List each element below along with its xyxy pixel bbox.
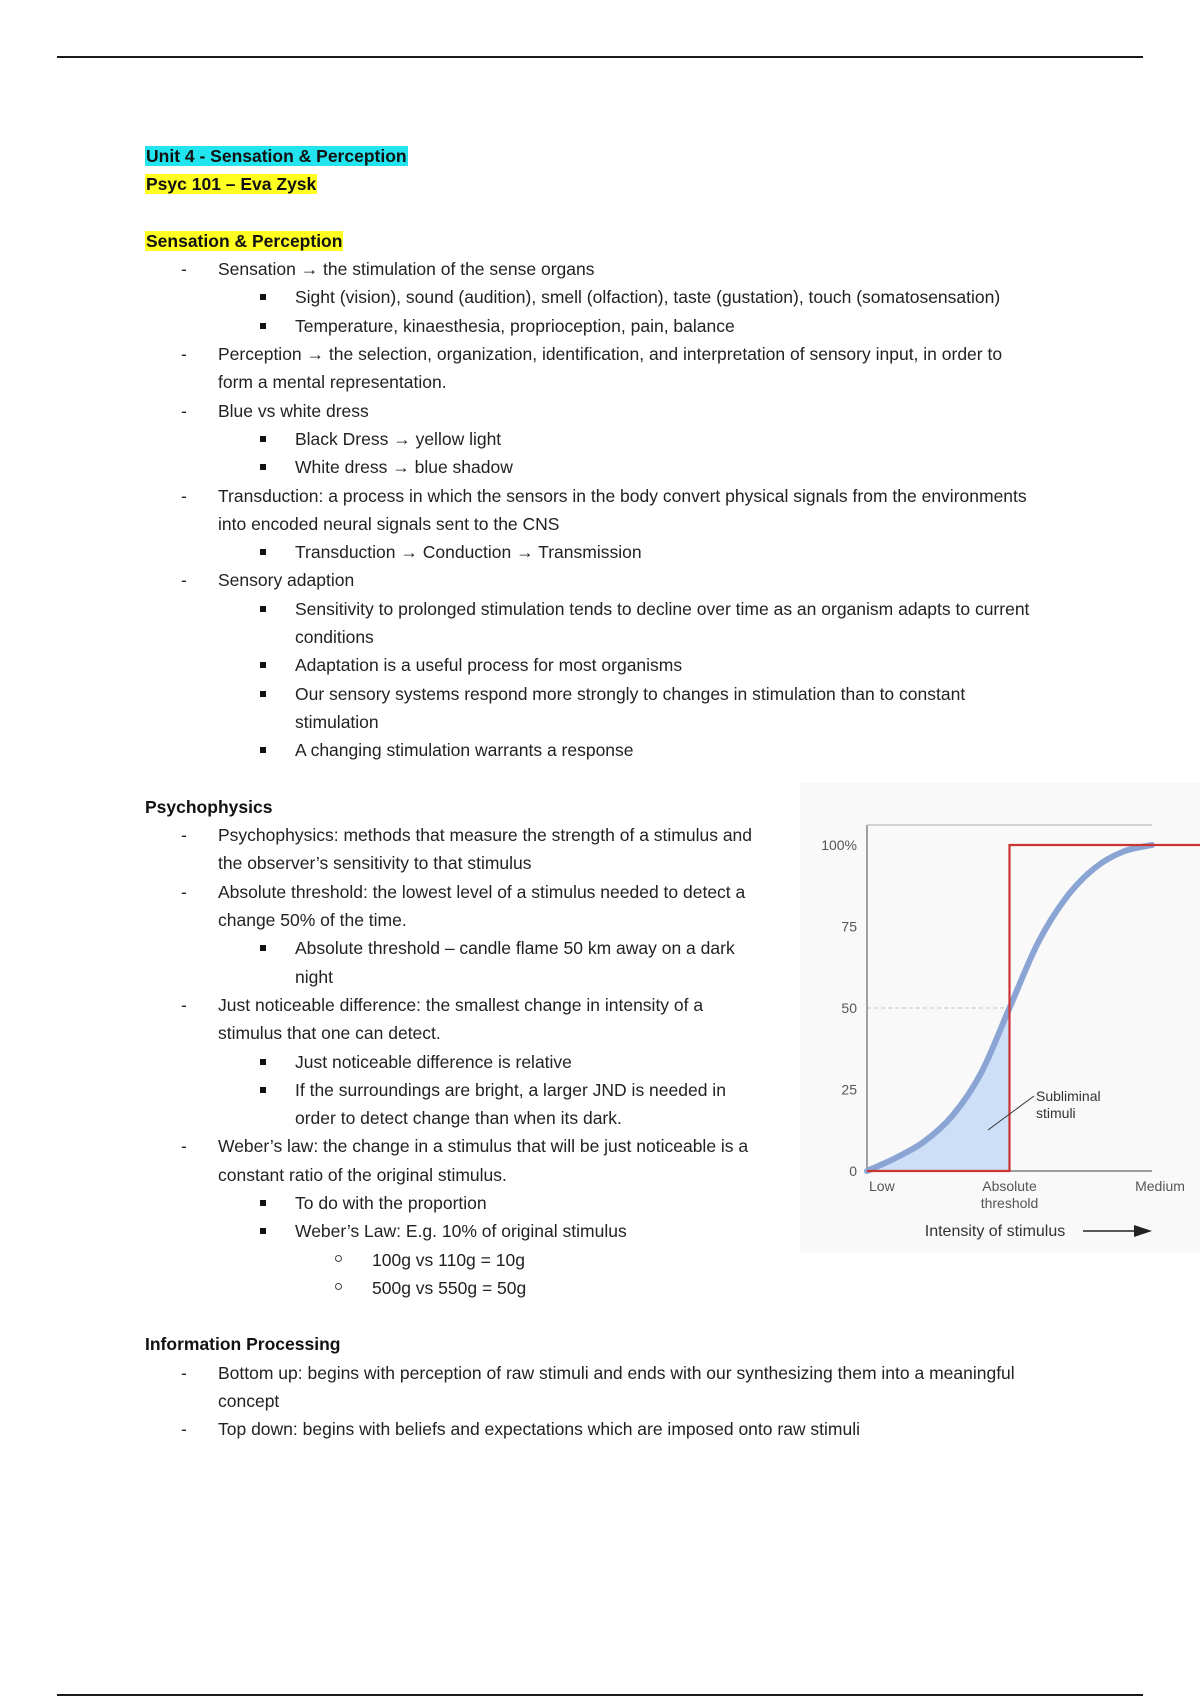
list-item: Sight (vision), sound (audition), smell (olfaction), taste (gustation), touch (somatosensation) (145, 283, 1085, 311)
list-item: - Blue vs white dress (181, 400, 369, 421)
list-item: - Perception → the selection, organization, identification, and interpretation of sensory input, in order to (181, 344, 1003, 365)
list-item: - Sensory adaption (181, 570, 355, 591)
list-item: 100g vs 110g = 10g (145, 1246, 1085, 1274)
list-item-continuation: constant ratio of the original stimulus. (218, 1164, 507, 1185)
list-item: Weber’s Law: E.g. 10% of original stimulus (145, 1217, 1085, 1245)
list-item-continuation: concept (218, 1391, 280, 1412)
section-heading-sensation-perception: Sensation & Perception (146, 230, 343, 251)
document-subtitle: Psyc 101 – Eva Zysk (146, 174, 317, 195)
x-axis-title: Intensity of stimulus (924, 1223, 1066, 1240)
x-tick-label: Low (869, 1178, 895, 1194)
list-item: Adaptation is a useful process for most organisms (145, 651, 1085, 679)
list-item: - Psychophysics: methods that measure the strength of a stimulus and (181, 825, 753, 846)
annotation-label: Subliminal (1036, 1088, 1101, 1104)
list-item: Sensitivity to prolonged stimulation tends to decline over time as an organism adapts to current (145, 595, 1085, 623)
y-tick-label: 0 (849, 1163, 857, 1179)
list-item: Black Dress → yellow light (145, 425, 1085, 453)
list-item-continuation: stimulation (295, 711, 379, 732)
bottom-rule (57, 1694, 1143, 1696)
list-item: Our sensory systems respond more strongly to changes in stimulation than to constant (145, 680, 1085, 708)
threshold-chart (800, 783, 1200, 1253)
y-tick-label: 75 (841, 918, 857, 935)
list-item: - Sensation → the stimulation of the sense organs (181, 259, 595, 280)
list-item: Transduction → Conduction → Transmission (145, 538, 1085, 566)
list-item-continuation: the observer’s sensitivity to that stimulus (218, 853, 532, 874)
list-item: - Absolute threshold: the lowest level of a stimulus needed to detect a (181, 881, 746, 902)
top-rule (57, 56, 1143, 58)
list-item: - Bottom up: begins with perception of raw stimuli and ends with our synthesizing them into a meaningful (181, 1362, 1015, 1383)
annotation-label: stimuli (1036, 1105, 1076, 1121)
list-item: - Top down: begins with beliefs and expectations which are imposed onto raw stimuli (181, 1419, 861, 1440)
list-item-continuation: form a mental representation. (218, 372, 447, 393)
list-item-continuation: stimulus that one can detect. (218, 1023, 441, 1044)
x-tick-label: Absolute (982, 1178, 1037, 1194)
list-item: Absolute threshold – candle flame 50 km away on a dark (145, 934, 1085, 962)
y-tick-label: 50 (841, 1000, 857, 1016)
list-item: To do with the proportion (145, 1189, 1085, 1217)
y-tick-label: 25 (841, 1081, 857, 1098)
section-heading-information-processing: Information Processing (145, 1334, 341, 1355)
section-heading-psychophysics: Psychophysics (145, 796, 273, 817)
list-item: Temperature, kinaesthesia, proprioception, pain, balance (145, 312, 1085, 340)
list-item-continuation: change 50% of the time. (218, 910, 407, 931)
x-tick-label: threshold (980, 1195, 1039, 1211)
list-item-continuation: conditions (295, 627, 374, 648)
list-item-continuation: into encoded neural signals sent to the CNS (218, 513, 560, 534)
y-tick-label: 100% (821, 837, 857, 853)
list-item-continuation: night (295, 966, 333, 987)
list-item: 500g vs 550g = 50g (145, 1274, 1085, 1302)
list-item: - Weber’s law: the change in a stimulus that will be just noticeable is a (181, 1136, 749, 1157)
list-item: Just noticeable difference is relative (145, 1048, 1085, 1076)
list-item: White dress → blue shadow (145, 453, 1085, 481)
document-title: Unit 4 - Sensation & Perception (146, 146, 407, 166)
x-tick-label: Medium (1135, 1178, 1185, 1194)
list-item: A changing stimulation warrants a response (145, 736, 1085, 764)
list-item-continuation: order to detect change than when its dark. (295, 1108, 622, 1129)
list-item: - Transduction: a process in which the sensors in the body convert physical signals from the environments (181, 485, 1027, 506)
list-item: - Just noticeable difference: the smallest change in intensity of a (181, 994, 704, 1015)
list-item: If the surroundings are bright, a larger JND is needed in (145, 1076, 1085, 1104)
